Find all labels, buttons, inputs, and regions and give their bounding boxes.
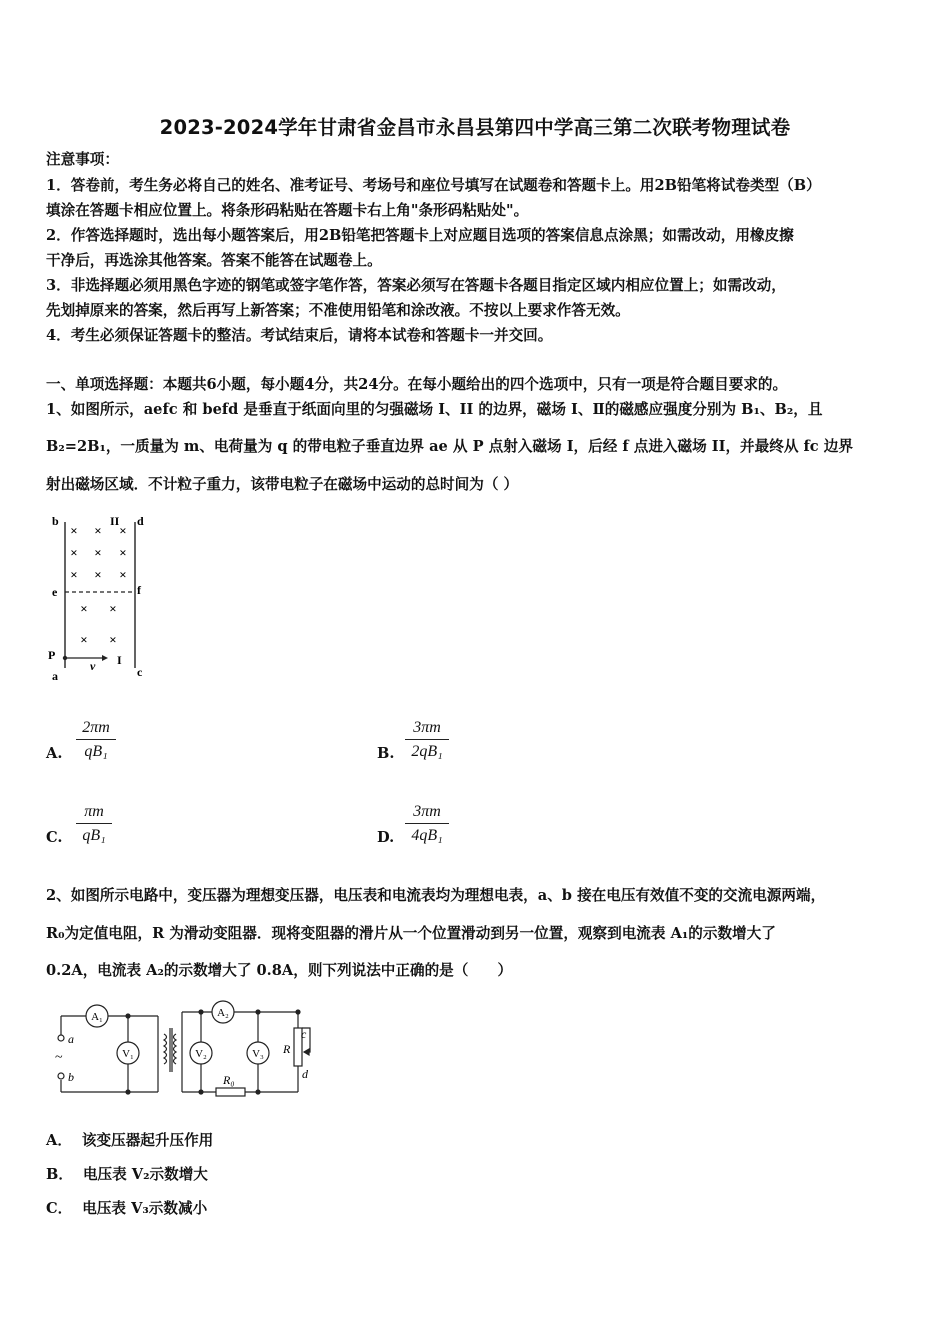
- option-text: 电压表 V₂示数增大: [82, 1166, 208, 1183]
- field-cross: ×: [109, 632, 117, 647]
- label-d: d: [137, 514, 144, 528]
- notice-line: 1．答卷前，考生务必将自己的姓名、准考证号、考场号和座位号填写在试题卷和答题卡上。用2B铅笔将试卷类型（B）: [46, 177, 821, 194]
- voltmeter-V1: V₁: [122, 1048, 134, 1060]
- q1-stem-line: 1、如图所示，aefc 和 befd 是垂直于纸面向里的匀强磁场 I、II 的边界，磁场 I、Ⅱ的磁感应强度分别为 B₁、B₂，且: [46, 401, 823, 418]
- slider-d: d: [302, 1067, 308, 1081]
- label-region1: I: [117, 653, 122, 667]
- q1-option-c-fraction[interactable]: [76, 802, 112, 846]
- numerator: 3πm: [413, 719, 441, 736]
- q2-stem-line: 2、如图所示电路中，变压器为理想变压器，电压表和电流表均为理想电表，a、b 接在电压有效值不变的交流电源两端，: [46, 887, 826, 904]
- numerator: 3πm: [413, 803, 441, 820]
- field-cross: ×: [80, 632, 88, 647]
- q1-option-d-fraction[interactable]: [405, 802, 449, 846]
- field-cross: ×: [119, 523, 127, 538]
- q2-stem-line: R₀为定值电阻，R 为滑动变阻器．现将变阻器的滑片从一个位置滑动到另一位置，观察到电流表 A₁的示数增大了: [46, 925, 776, 942]
- notice-line: 填涂在答题卡相应位置上。将条形码粘贴在答题卡右上角"条形码粘贴处"。: [46, 202, 529, 219]
- label-b: b: [52, 514, 59, 528]
- terminal-b: b: [68, 1070, 74, 1084]
- option-label: A．: [46, 1132, 72, 1149]
- label-P: P: [48, 648, 56, 662]
- rheostat-R: R: [283, 1042, 291, 1056]
- notice-line: 4．考生必须保证答题卡的整洁。考试结束后，请将本试卷和答题卡一并交回。: [46, 327, 553, 344]
- field-cross: ×: [119, 545, 127, 560]
- label-f: f: [137, 583, 141, 597]
- notice-heading: 注意事项：: [46, 151, 119, 168]
- field-cross: ×: [70, 567, 78, 582]
- field-cross: ×: [109, 601, 117, 616]
- label-a: a: [52, 669, 58, 683]
- q1-option-d-label: D.: [377, 829, 395, 846]
- q1-option-b-label: B.: [377, 745, 395, 762]
- q1-option-b-fraction[interactable]: [405, 718, 449, 762]
- field-cross: ×: [80, 601, 88, 616]
- ammeter-A2: A₂: [217, 1007, 229, 1019]
- numerator: πm: [84, 803, 104, 820]
- option-label: B．: [46, 1166, 73, 1183]
- field-cross: ×: [70, 545, 78, 560]
- page-title: 2023-2024学年甘肃省金昌市永昌县第四中学高三第二次联考物理试卷: [159, 116, 791, 139]
- q2-stem-line: 0.2A，电流表 A₂的示数增大了 0.8A，则下列说法中正确的是（ ）: [46, 962, 513, 979]
- field-cross: ×: [94, 523, 102, 538]
- denominator: qB₁: [82, 827, 106, 844]
- ac-source-symbol: ~: [55, 1050, 63, 1065]
- q1-option-a-label: A.: [46, 745, 63, 762]
- notice-line: 3．非选择题必须用黑色字迹的钢笔或签字笔作答，答案必须写在答题卡各题目指定区域内相应位置上；如需改动，: [46, 277, 786, 294]
- q1-stem-line: B₂=2B₁，一质量为 m、电荷量为 q 的带电粒子垂直边界 ae 从 P 点射入磁场 I，后经 f 点进入磁场 II，并最终从 fc 边界: [46, 438, 853, 455]
- q1-option-c-label: C.: [46, 829, 63, 846]
- terminal-a: a: [68, 1032, 74, 1046]
- option-text: 该变压器起升压作用: [81, 1132, 214, 1149]
- notice-line: 2．作答选择题时，选出每小题答案后，用2B铅笔把答题卡上对应题目选项的答案信息点涂黑；如需改动，用橡皮擦: [46, 227, 794, 244]
- q2-option-b[interactable]: [46, 1163, 208, 1184]
- q2-option-c[interactable]: [46, 1197, 207, 1218]
- section-heading: 一、单项选择题：本题共6小题，每小题4分，共24分。在每小题给出的四个选项中，只有一项是符合题目要求的。: [46, 376, 788, 393]
- numerator: 2πm: [82, 719, 110, 736]
- voltmeter-V3: V₃: [252, 1048, 264, 1060]
- field-cross: ×: [94, 545, 102, 560]
- label-region2: II: [110, 514, 120, 528]
- q1-option-a-fraction[interactable]: [76, 718, 116, 762]
- transformer-circuit-figure: [46, 998, 336, 1103]
- label-v: v: [90, 659, 96, 673]
- denominator: 2qB₁: [411, 743, 443, 760]
- label-e: e: [52, 585, 58, 599]
- field-cross: ×: [94, 567, 102, 582]
- denominator: qB₁: [84, 743, 108, 760]
- field-cross: ×: [70, 523, 78, 538]
- q1-stem-line: 射出磁场区域．不计粒子重力，该带电粒子在磁场中运动的总时间为（ ）: [46, 476, 519, 493]
- slider-c: c: [301, 1027, 307, 1041]
- magnetic-field-figure: [44, 508, 164, 688]
- resistor-R0: R₀: [223, 1073, 235, 1087]
- label-c: c: [137, 665, 143, 679]
- denominator: 4qB₁: [411, 827, 443, 844]
- q2-option-a[interactable]: [46, 1129, 213, 1150]
- option-text: 电压表 V₃示数减小: [82, 1200, 208, 1217]
- option-label: C．: [46, 1200, 73, 1217]
- ammeter-A1: A₁: [91, 1011, 103, 1023]
- notice-line: 先划掉原来的答案，然后再写上新答案；不准使用铅笔和涂改液。不按以上要求作答无效。: [46, 302, 630, 319]
- notice-line: 干净后，再选涂其他答案。答案不能答在试题卷上。: [46, 252, 382, 269]
- voltmeter-V2: V₂: [195, 1048, 207, 1060]
- field-cross: ×: [119, 567, 127, 582]
